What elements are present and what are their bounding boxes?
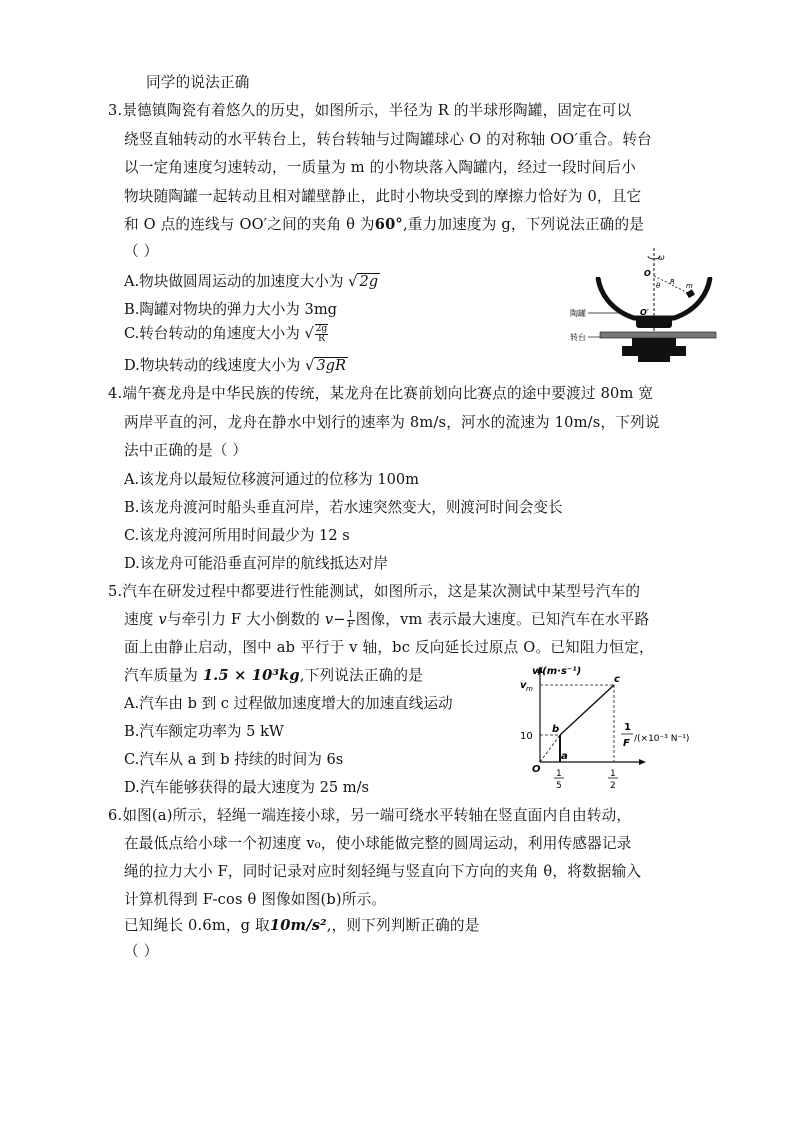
q5-v-symbol: v xyxy=(158,611,167,628)
q6-g-value: 10m/s² xyxy=(269,917,327,934)
q4-line-2: 两岸平直的河，龙舟在静水中划行的速率为 8m/s，河水的流速为 10m/s，下列说 xyxy=(124,414,660,431)
q6-line-3: 绳的拉力大小 F，同时记录对应时刻轻绳与竖直向下方向的夹角 θ，将数据输入 xyxy=(124,863,642,880)
q5-dash: − xyxy=(333,611,346,628)
q5-line-2-text-b: 与牵引力 F 大小倒数的 xyxy=(166,611,325,628)
q3-option-a: A.物块做圆周运动的加速度大小为 √ 2g xyxy=(124,273,379,290)
omega-label: ω xyxy=(658,253,665,262)
extension-dash xyxy=(540,735,560,762)
q5-mass: 1.5 × 10³kg xyxy=(202,667,300,684)
o-prime-label: O′ xyxy=(640,308,649,317)
v-inverse-f-graph xyxy=(510,662,720,792)
x-axis-num: 1 xyxy=(624,722,631,733)
jar-turntable-figure xyxy=(560,246,720,380)
y-axis-label: v/(m·s⁻¹) xyxy=(532,666,582,677)
o-label: O xyxy=(644,269,651,278)
ten-label: 10 xyxy=(520,731,533,742)
q3-option-c: C.转台转动的角速度大小为 √ $\frac{2g}{R}$ xyxy=(124,324,328,344)
block xyxy=(686,289,695,298)
q3-line-2: 绕竖直轴转动的水平转台上，转台转轴与过陶罐球心 O 的对称轴 OO′重合。转台 xyxy=(124,131,652,148)
q5-option-d: D.汽车能够获得的最大速度为 25 m/s xyxy=(124,779,370,796)
q4-option-d: D.该龙舟可能沿垂直河岸的航线抵达对岸 xyxy=(124,555,388,572)
tick-1-2-den: 2 xyxy=(610,781,616,791)
turntable-label: 转台 xyxy=(570,333,586,342)
q3-option-c-den: R xyxy=(318,334,325,344)
q3-angle: 60° xyxy=(374,216,403,233)
q5-option-b: B.汽车额定功率为 5 kW xyxy=(124,723,284,740)
q5-line-3: 面上由静止启动，图中 ab 平行于 v 轴，bc 反向延长过原点 O。已知阻力恒定， xyxy=(124,639,654,656)
point-a-label: a xyxy=(561,751,568,762)
q5-line-2-text-a: 速度 xyxy=(124,611,159,628)
segment-bc xyxy=(560,685,614,735)
q3-line-5-text-a: 和 O 点的连线与 OO′之间的夹角 θ 为 xyxy=(124,216,375,233)
q6-line-4: 计算机得到 F-cos θ 图像如图(b)所示。 xyxy=(124,891,387,908)
q3-line-4: 物块随陶罐一起转动且相对罐壁静止，此时小物块受到的摩擦力恰好为 0，且它 xyxy=(124,188,642,205)
q3-line-5-text-b: ,重力加速度为 g，下列说法正确的是 xyxy=(402,216,645,233)
q3-option-a-text: A.物块做圆周运动的加速度大小为 xyxy=(124,273,349,290)
q5-line-2-text-c: 图像，vm 表示最大速度。已知汽车在水平路 xyxy=(355,611,650,628)
q4-option-c: C.该龙舟渡河所用时间最少为 12 s xyxy=(124,527,350,544)
vm-sub-label: m xyxy=(526,685,533,693)
q5-frac-num: 1 xyxy=(347,609,354,620)
q5-line-4-text-b: ,下列说法正确的是 xyxy=(299,667,424,684)
x-axis-unit: /(×10⁻³ N⁻¹) xyxy=(634,734,690,744)
q6-line-5-text-b: ,，则下列判断正确的是 xyxy=(326,917,480,934)
q3-option-a-radicand: 2g xyxy=(359,273,379,290)
previous-question-tail: 同学的说法正确 xyxy=(146,74,250,91)
q4-option-b: B.该龙舟渡河时船头垂直河岸，若水速突然变大，则渡河时间会变长 xyxy=(124,499,563,516)
q6-line-5 xyxy=(124,916,480,936)
tick-1-5-den: 5 xyxy=(556,781,562,791)
q5-option-c: C.汽车从 a 到 b 持续的时间为 6s xyxy=(124,751,344,768)
q5-line-4 xyxy=(124,666,423,686)
q3-option-d: D.物块转动的线速度大小为 √ 3gR xyxy=(124,357,346,374)
q4-line-3: 法中正确的是（ ） xyxy=(124,442,248,459)
q3-option-d-radicand: 3gR xyxy=(316,357,346,374)
q5-line-4-text-a: 汽车质量为 xyxy=(124,667,203,684)
x-axis-den: F xyxy=(623,738,630,749)
point-c-label: c xyxy=(614,674,620,685)
q5-option-a: A.汽车由 b 到 c 过程做加速度增大的加速直线运动 xyxy=(124,695,453,712)
q4-option-a: A.该龙舟以最短位移渡河通过的位移为 100m xyxy=(124,471,420,488)
q3-bracket: （ ） xyxy=(124,243,159,260)
q3-option-b: B.陶罐对物块的弹力大小为 3mg xyxy=(124,301,337,318)
tick-1-5-num: 1 xyxy=(556,769,562,779)
q5-line-2 xyxy=(124,610,649,630)
origin-label: O xyxy=(532,764,541,775)
q5-line-1: 5.汽车在研发过程中都要进行性能测试，如图所示，这是某次测试中某型号汽车的 xyxy=(108,583,641,600)
tick-1-2-num: 1 xyxy=(610,769,616,779)
q3-line-3: 以一定角速度匀速转动，一质量为 m 的小物块落入陶罐内，经过一段时间后小 xyxy=(124,159,636,176)
jar-label: 陶罐 xyxy=(570,309,586,318)
q6-line-5-text-a: 已知绳长 0.6m，g 取 xyxy=(124,917,270,934)
r-label: R xyxy=(670,278,675,286)
theta-label: θ xyxy=(656,282,661,290)
m-label: m xyxy=(686,282,693,290)
q3-option-d-text: D.物块转动的线速度大小为 xyxy=(124,357,305,374)
q3-option-c-num: 2g xyxy=(315,324,328,334)
q6-line-1: 6.如图(a)所示，轻绳一端连接小球，另一端可绕水平转轴在竖直面内自由转动， xyxy=(108,807,632,824)
q3-option-c-text: C.转台转动的角速度大小为 xyxy=(124,325,305,342)
q3-line-5 xyxy=(124,215,644,235)
q5-v-symbol-2: v xyxy=(324,611,334,628)
q3-line-1: 3.景德镇陶瓷有着悠久的历史，如图所示，半径为 R 的半球形陶罐，固定在可以 xyxy=(108,102,632,119)
q5-frac-den: F xyxy=(347,619,354,630)
q4-line-1: 4.端午赛龙舟是中华民族的传统，某龙舟在比赛前划向比赛点的途中要渡过 80m 宽 xyxy=(108,385,654,402)
point-b-label: b xyxy=(552,724,560,735)
q6-bracket: （ ） xyxy=(124,943,159,960)
vm-label: v xyxy=(520,680,527,691)
q6-line-2: 在最低点给小球一个初速度 v₀，使小球能做完整的圆周运动，利用传感器记录 xyxy=(124,835,632,852)
